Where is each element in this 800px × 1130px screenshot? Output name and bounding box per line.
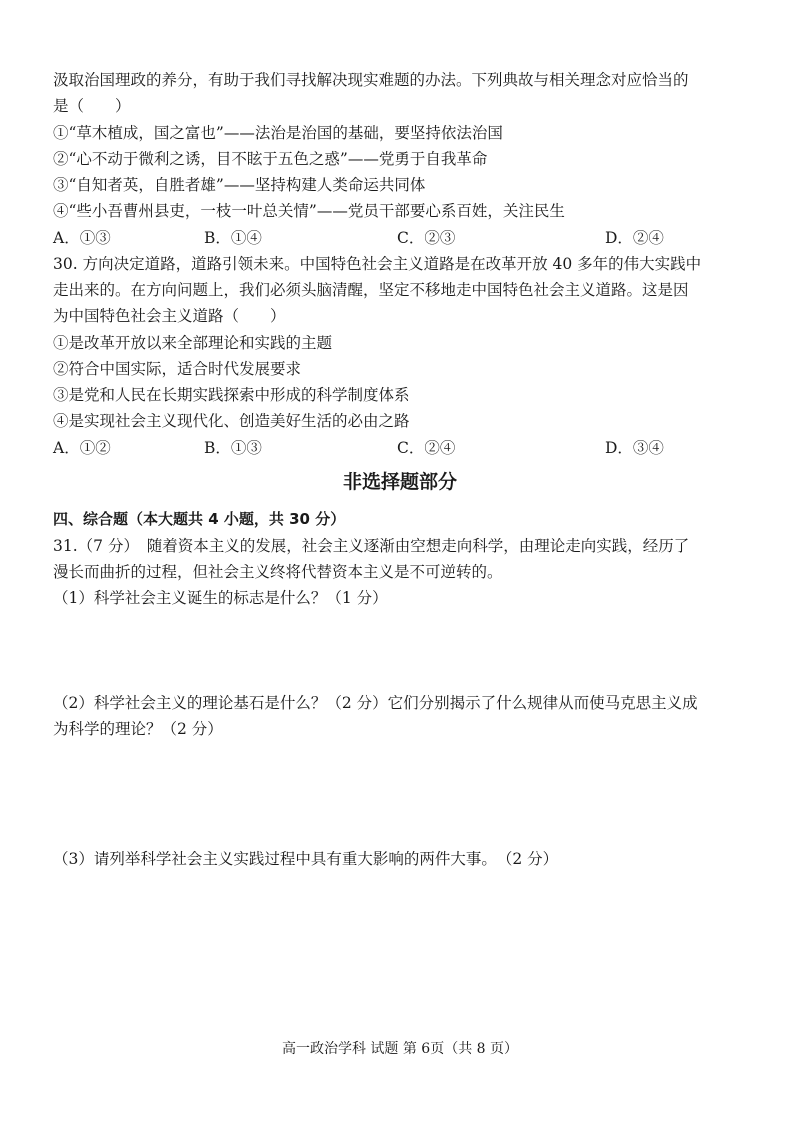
q29-item-4: ④“些小吾曹州县吏，一枝一叶总关情”——党员干部要心系百姓，关注民生 <box>53 202 565 220</box>
q29-option-a: A．①③ <box>53 229 111 247</box>
page-footer: 高一政治学科 试题 第 6页（共 8 页） <box>281 1041 519 1057</box>
q29-option-c: C．②③ <box>397 229 456 247</box>
q30-item-2: ②符合中国实际，适合时代发展要求 <box>53 360 302 378</box>
q29-item-2: ②“心不动于微利之诱，目不眩于五色之惑”——党勇于自我革命 <box>53 150 488 168</box>
q30-option-a: A．①② <box>53 439 111 457</box>
q30-stem-line-1: 30. 方向决定道路，道路引领未来。中国特色社会主义道路是在改革开放 40 多年的伟大实践中 <box>53 255 702 273</box>
q31-sub-question-1: （1）科学社会主义诞生的标志是什么？（1 分） <box>53 589 388 607</box>
q29-item-1: ①“草木植成，国之富也”——法治是治国的基础，要坚持依法治国 <box>53 124 503 142</box>
q30-stem-line-2: 走出来的。在方向问题上，我们必须头脑清醒，坚定不移地走中国特色社会主义道路。这是因 <box>53 281 689 299</box>
part-title: 非选择题部分 <box>342 471 457 493</box>
q29-stem-line-1: 汲取治国理政的养分，有助于我们寻找解决现实难题的办法。下列典故与相关理念对应恰当的 <box>53 71 689 89</box>
q29-stem-line-2: 是（ ） <box>53 97 131 115</box>
q31-sub-question-2-line-2: 为科学的理论？（2 分） <box>53 720 223 738</box>
q31-stem-line-2: 漫长而曲折的过程，但社会主义终将代替资本主义是不可逆转的。 <box>53 563 503 581</box>
q30-stem-line-3: 为中国特色社会主义道路（ ） <box>53 307 286 325</box>
q30-option-c: C．②④ <box>397 439 456 457</box>
q30-item-1: ①是改革开放以来全部理论和实践的主题 <box>53 334 333 352</box>
q29-option-b: B．①④ <box>204 229 262 247</box>
q30-item-4: ④是实现社会主义现代化、创造美好生活的必由之路 <box>53 412 410 430</box>
q31-sub-question-2-line-1: （2）科学社会主义的理论基石是什么？（2 分）它们分别揭示了什么规律从而使马克思主义成 <box>53 694 698 712</box>
section-title: 四、综合题（本大题共 4 小题，共 30 分） <box>53 510 346 528</box>
q31-stem-line-1: 31.（7 分） 随着资本主义的发展，社会主义逐渐由空想走向科学，由理论走向实践，经历了 <box>53 537 690 555</box>
q30-option-b: B．①③ <box>204 439 262 457</box>
q30-item-3: ③是党和人民在长期实践探索中形成的科学制度体系 <box>53 386 410 404</box>
q30-option-d: D．③④ <box>605 439 664 457</box>
q29-item-3: ③“自知者英，自胜者雄”——坚持构建人类命运共同体 <box>53 176 426 194</box>
q31-sub-question-3: （3）请列举科学社会主义实践过程中具有重大影响的两件大事。 （2 分） <box>53 850 559 868</box>
q29-option-d: D．②④ <box>605 229 664 247</box>
